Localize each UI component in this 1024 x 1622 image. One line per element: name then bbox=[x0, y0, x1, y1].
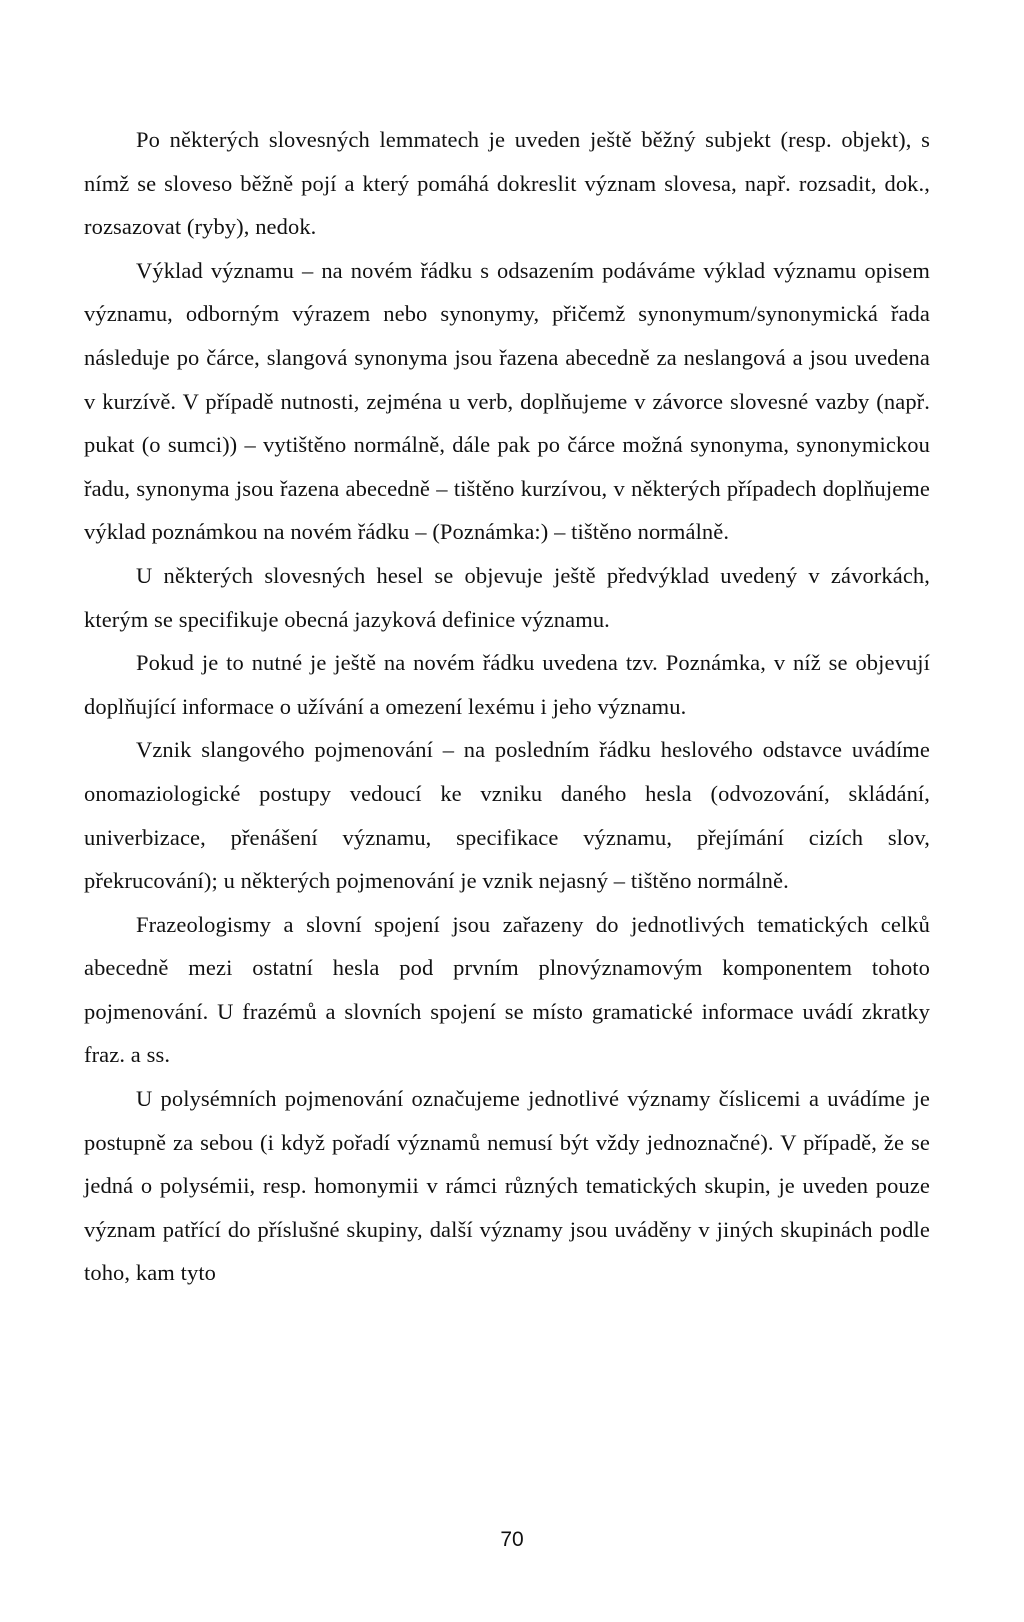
paragraph-phraseology: Frazeologismy a slovní spojení jsou zařazeny do jednotlivých tematických celků abecedně mezi ostatní hesla pod prvním plnovýznamovým komponentem tohoto pojmenování. U frazémů a slovních spojení se místo gramatické informace uvádí zkratky fraz. a ss. bbox=[84, 911, 930, 1068]
paragraph-origin: Vznik slangového pojmenování – na posledním řádku heslového odstavce uvádíme onomaziologické postupy vedoucí ke vzniku daného hesla (odvozování, skládání, univerbizace, přenášení významu, specifikace významu, přejímání cizích slov, překrucování); u některých pojmenování je vznik nejasný – tištěno normálně. bbox=[84, 737, 930, 894]
page-number: 70 bbox=[500, 1528, 524, 1551]
paragraph-note: Pokud je to nutné je ještě na novém řádku uvedena tzv. Poznámka, v níž se objevují doplňující informace o užívání a omezení lexému i jeho významu. bbox=[84, 650, 930, 719]
paragraph-polysemy: U polysémních pojmenování označujeme jednotlivé významy číslicemi a uvádíme je postupně za sebou (i když pořadí významů nemusí být vždy jednoznačné). V případě, že se jedná o polysémii, resp. homonymii v rámci různých tematických skupin, je uveden pouze význam patřící do příslušné skupiny, další významy jsou uváděny v jiných skupinách podle toho, kam tyto bbox=[84, 1086, 930, 1286]
paragraph-pre-explanation: U některých slovesných hesel se objevuje ještě předvýklad uvedený v závorkách, kterým se specifikuje obecná jazyková definice významu. bbox=[84, 562, 930, 632]
paragraph-meaning: Výklad významu – na novém řádku s odsazením podáváme výklad významu opisem významu, odborným výrazem nebo synonymy, přičemž synonymum/synonymická řada následuje po čárce, slangová synonyma jsou řazena abecedně za neslangová a jsou uvedena v kurzívě. V případě nutnosti, zejména u verb, doplňujeme v závorce slovesné vazby (např. pukat (o sumci)) – vytištěno normálně, dále pak po čárce možná synonyma, synonymickou řadu, synonyma jsou řazena abecedně – tištěno kurzívou, v některých případech doplňujeme výklad poznámkou na novém řádku – (Poznámka:) – tištěno normálně. bbox=[84, 257, 930, 545]
paragraph-subject: Po některých slovesných lemmatech je uveden ještě běžný subjekt (resp. objekt), s nímž se sloveso běžně pojí a který pomáhá dokreslit význam slovesa, např. rozsadit, dok., rozsazovat (ryby), nedok. bbox=[84, 127, 930, 240]
text-body bbox=[84, 118, 930, 1295]
